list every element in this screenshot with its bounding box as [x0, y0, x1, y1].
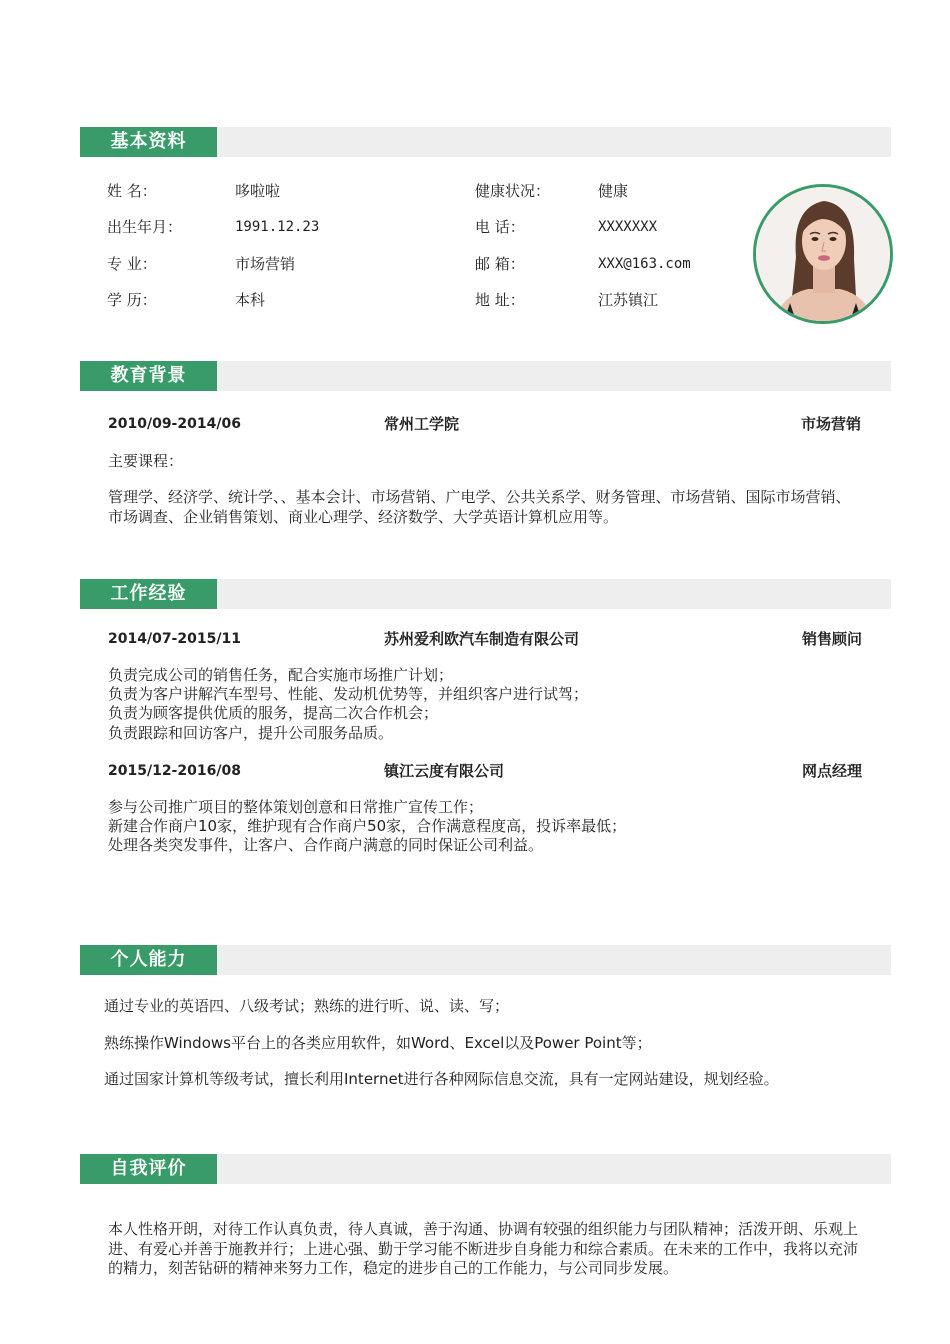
health-label: 健康状况： [475, 182, 551, 200]
work-1-company: 苏州爱利欧汽车制造有限公司 [384, 630, 580, 648]
work-2-line: 参与公司推广项目的整体策划创意和日常推广宣传工作； [108, 798, 484, 816]
section-self-title: 自我评价 [80, 1154, 217, 1184]
name-value: 哆啦啦 [235, 182, 281, 200]
section-ability-bar [80, 945, 891, 975]
education-major: 市场营销 [800, 415, 861, 433]
phone-label: 电 话： [475, 218, 525, 236]
work-1-line: 负责完成公司的销售任务，配合实施市场推广计划； [108, 666, 454, 684]
work-1-line: 负责为顾客提供优质的服务，提高二次合作机会； [108, 704, 439, 722]
work-2-position: 网点经理 [801, 762, 862, 780]
courses-label: 主要课程： [108, 452, 184, 470]
work-1-line: 负责跟踪和回访客户，提升公司服务品质。 [108, 724, 394, 742]
work-2-period: 2015/12-2016/08 [108, 763, 241, 779]
ability-item: 熟练操作Windows平台上的各类应用软件，如Word、Excel以及Power Point等； [104, 1034, 652, 1052]
phone-value: XXXXXXX [598, 219, 658, 235]
email-value: XXX@163.com [598, 256, 691, 272]
section-education-title: 教育背景 [80, 361, 217, 391]
address-value: 江苏镇江 [598, 291, 659, 309]
courses-text: 管理学、经济学、统计学、、基本会计、市场营销、广电学、公共关系学、财务管理、市场营销、国际市场营销、市场调查、企业销售策划、商业心理学、经济数学、大学英语计算机应用等。 [108, 488, 851, 526]
ability-item: 通过国家计算机等级考试，擅长利用Internet进行各种网际信息交流，具有一定网站建设，规划经验。 [104, 1070, 779, 1088]
edu-value: 本科 [235, 291, 266, 309]
work-2-line: 新建合作商户10家，维护现有合作商户50家，合作满意程度高，投诉率最低； [108, 817, 627, 835]
work-2-company: 镇江云度有限公司 [384, 762, 505, 780]
birth-label: 出生年月： [107, 218, 183, 236]
work-1-line: 负责为客户讲解汽车型号、性能、发动机优势等，并组织客户进行试驾； [108, 685, 589, 703]
education-period: 2010/09-2014/06 [108, 416, 241, 432]
work-1-position: 销售顾问 [801, 630, 862, 648]
major-value: 市场营销 [235, 255, 296, 273]
major-label: 专 业： [107, 255, 157, 273]
section-self-bar [80, 1154, 891, 1184]
section-basic-bar [80, 127, 891, 157]
portrait-icon [756, 187, 890, 321]
birth-value: 1991.12.23 [235, 219, 320, 235]
section-ability-title: 个人能力 [80, 945, 217, 975]
section-education-bar [80, 361, 891, 391]
work-1-period: 2014/07-2015/11 [108, 631, 241, 647]
email-label: 邮 箱： [475, 255, 525, 273]
address-label: 地 址： [475, 291, 525, 309]
section-work-title: 工作经验 [80, 579, 217, 609]
self-evaluation-text: 本人性格开朗，对待工作认真负责，待人真诚，善于沟通、协调有较强的组织能力与团队精神；活泼开朗、乐观上进、有爱心并善于施教并行；上进心强、勤于学习能不断进步自身能力和综合素质。在未来的工作中，我将以充沛的精力，刻苦钻研的精神来努力工作，稳定的进步自己的工作能力，与公司同步发展。 [108, 1220, 859, 1277]
name-label: 姓 名： [107, 182, 157, 200]
edu-label: 学 历： [107, 291, 157, 309]
health-value: 健康 [598, 182, 629, 200]
section-basic-title: 基本资料 [80, 127, 217, 157]
ability-item: 通过专业的英语四、八级考试；熟练的进行听、说、读、写； [104, 997, 510, 1015]
education-school: 常州工学院 [384, 415, 460, 433]
profile-photo [753, 184, 893, 324]
section-work-bar [80, 579, 891, 609]
work-2-line: 处理各类突发事件，让客户、合作商户满意的同时保证公司利益。 [108, 836, 544, 854]
